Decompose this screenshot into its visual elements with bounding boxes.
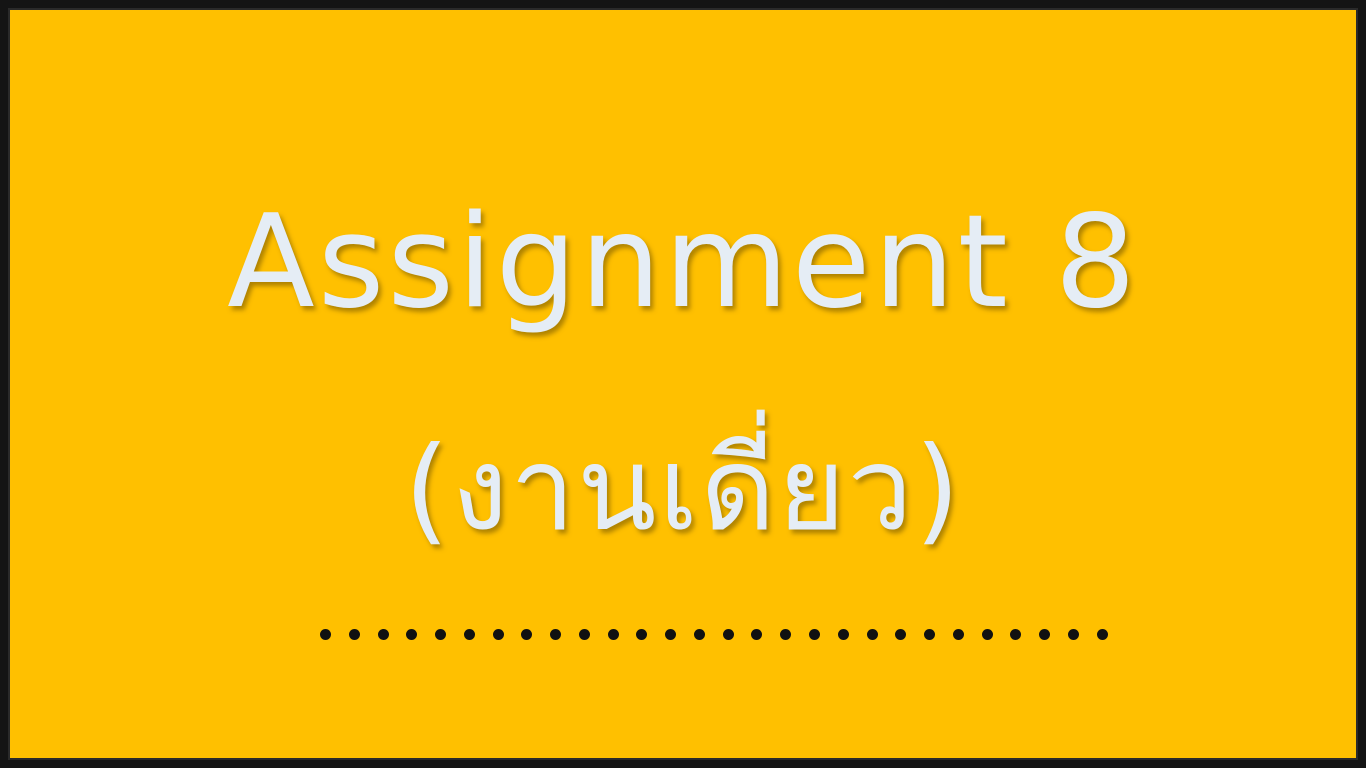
leader-dot xyxy=(751,629,762,640)
leader-dot xyxy=(665,629,676,640)
leader-dot xyxy=(608,629,619,640)
leader-dot xyxy=(1097,629,1108,640)
dotted-leader-line xyxy=(320,626,1108,642)
leader-dot xyxy=(406,629,417,640)
leader-dot xyxy=(579,629,590,640)
leader-dot xyxy=(924,629,935,640)
leader-dot xyxy=(1039,629,1050,640)
leader-dot xyxy=(521,629,532,640)
leader-dot xyxy=(838,629,849,640)
leader-dot xyxy=(953,629,964,640)
leader-dot xyxy=(378,629,389,640)
leader-dot xyxy=(809,629,820,640)
leader-dot xyxy=(349,629,360,640)
leader-dot xyxy=(320,629,331,640)
leader-dot xyxy=(550,629,561,640)
leader-dot xyxy=(982,629,993,640)
leader-dot xyxy=(435,629,446,640)
leader-dot xyxy=(723,629,734,640)
leader-dot xyxy=(464,629,475,640)
leader-dot xyxy=(1068,629,1079,640)
leader-dot xyxy=(780,629,791,640)
slide-title: Assignment 8 xyxy=(227,188,1139,337)
leader-dot xyxy=(636,629,647,640)
leader-dot xyxy=(867,629,878,640)
slide-subtitle: (งานเดี่ยว) xyxy=(404,422,962,557)
leader-dot xyxy=(895,629,906,640)
leader-dot xyxy=(1010,629,1021,640)
leader-dot xyxy=(694,629,705,640)
leader-dot xyxy=(493,629,504,640)
